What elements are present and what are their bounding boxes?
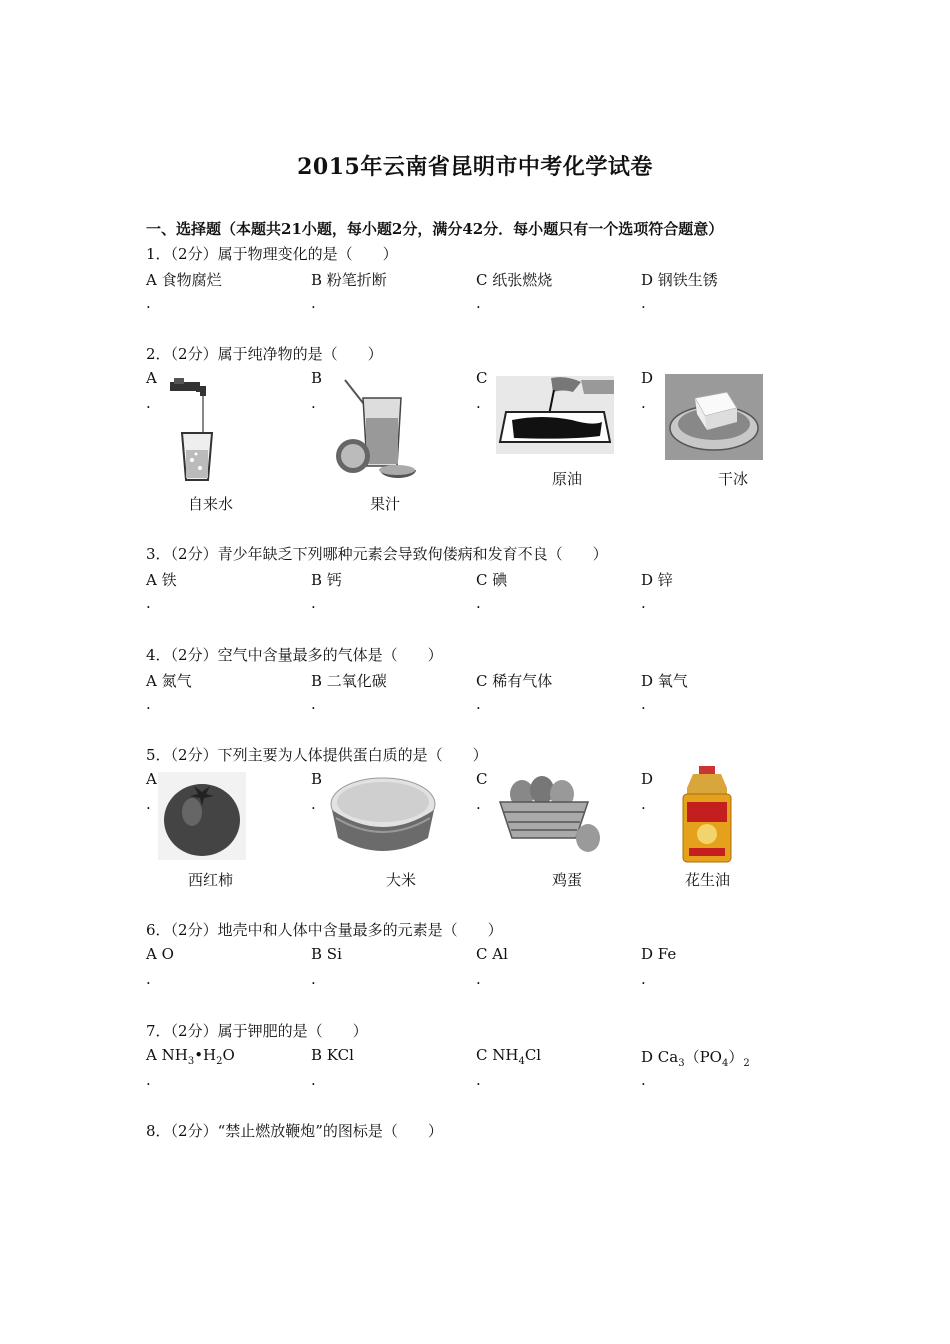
q7-option-b: B KCl bbox=[311, 1046, 354, 1064]
q6-dot-a: . bbox=[146, 970, 151, 988]
q4-dot-a: . bbox=[146, 695, 151, 713]
q5-caption-b: 大米 bbox=[386, 871, 417, 889]
q3-dot-a: . bbox=[146, 594, 151, 612]
q4-dot-b: . bbox=[311, 695, 316, 713]
tap-water-image bbox=[160, 378, 220, 483]
q2-dot-c: . bbox=[476, 394, 481, 412]
q6-dot-b: . bbox=[311, 970, 316, 988]
q2-caption-c: 原油 bbox=[552, 470, 583, 488]
q1-dot-b: . bbox=[311, 294, 316, 312]
q2-caption-b: 果汁 bbox=[370, 495, 401, 513]
q5-option-b: B bbox=[311, 770, 323, 788]
q3-option-b: B 钙 bbox=[311, 571, 342, 589]
q5-caption-a: 西红柿 bbox=[188, 871, 234, 889]
question-8-stem: 8．（2分）“禁止燃放鞭炮”的图标是（ ） bbox=[146, 1122, 443, 1140]
q4-option-d: D 氧气 bbox=[641, 672, 688, 690]
q2-caption-d: 干冰 bbox=[718, 470, 749, 488]
question-5-stem: 5．（2分）下列主要为人体提供蛋白质的是（ ） bbox=[146, 746, 488, 764]
q2-caption-a: 自来水 bbox=[188, 495, 234, 513]
page-title: 2015年云南省昆明市中考化学试卷 bbox=[297, 154, 653, 180]
q5-option-a: A bbox=[146, 770, 157, 788]
section-heading: 一、选择题（本题共21小题，每小题2分，满分42分．每小题只有一个选项符合题意） bbox=[146, 220, 724, 238]
q5-option-d: D bbox=[641, 770, 654, 788]
q3-dot-b: . bbox=[311, 594, 316, 612]
q2-dot-a: . bbox=[146, 394, 151, 412]
q7-option-a: A $NH_3•H_2O$ bbox=[146, 1046, 235, 1067]
rice-bowl-image bbox=[328, 774, 438, 858]
q6-dot-c: . bbox=[476, 970, 481, 988]
dry-ice-image bbox=[665, 374, 763, 460]
q2-option-c: C bbox=[476, 369, 488, 387]
question-2-stem: 2．（2分）属于纯净物的是（ ） bbox=[146, 345, 383, 363]
question-3-stem: 3．（2分）青少年缺乏下列哪种元素会导致佝偻病和发育不良（ ） bbox=[146, 545, 608, 563]
question-4-stem: 4．（2分）空气中含量最多的气体是（ ） bbox=[146, 646, 443, 664]
q6-option-a: A O bbox=[146, 945, 174, 963]
q6-dot-d: . bbox=[641, 970, 646, 988]
q1-dot-a: . bbox=[146, 294, 151, 312]
question-1-stem: 1．（2分）属于物理变化的是（ ） bbox=[146, 245, 398, 263]
q1-option-d: D 钢铁生锈 bbox=[641, 271, 718, 289]
q3-option-d: D 锌 bbox=[641, 571, 673, 589]
q2-option-b: B bbox=[311, 369, 323, 387]
question-6-stem: 6．（2分）地壳中和人体中含量最多的元素是（ ） bbox=[146, 921, 503, 939]
q2-dot-d: . bbox=[641, 394, 646, 412]
q6-option-c: C Al bbox=[476, 945, 508, 963]
juice-image bbox=[325, 378, 420, 480]
q5-option-c: C bbox=[476, 770, 488, 788]
q1-option-b: B 粉笔折断 bbox=[311, 271, 387, 289]
crude-oil-image bbox=[496, 376, 614, 454]
q7-dot-c: . bbox=[476, 1071, 481, 1089]
q3-option-a: A 铁 bbox=[146, 571, 177, 589]
q5-dot-a: . bbox=[146, 795, 151, 813]
q1-option-a: A 食物腐烂 bbox=[146, 271, 222, 289]
q2-option-d: D bbox=[641, 369, 654, 387]
q5-caption-c: 鸡蛋 bbox=[552, 871, 583, 889]
q1-dot-d: . bbox=[641, 294, 646, 312]
q4-dot-d: . bbox=[641, 695, 646, 713]
q3-dot-d: . bbox=[641, 594, 646, 612]
q5-dot-d: . bbox=[641, 795, 646, 813]
q7-option-c: C $NH_4Cl$ bbox=[476, 1046, 542, 1067]
q5-dot-b: . bbox=[311, 795, 316, 813]
q7-option-d: D $Ca_3(PO_4)_2$ bbox=[641, 1048, 750, 1069]
q4-dot-c: . bbox=[476, 695, 481, 713]
q7-dot-d: . bbox=[641, 1071, 646, 1089]
q5-dot-c: . bbox=[476, 795, 481, 813]
q5-caption-d: 花生油 bbox=[685, 871, 731, 889]
q4-option-a: A 氮气 bbox=[146, 672, 192, 690]
q3-option-c: C 碘 bbox=[476, 571, 508, 589]
q6-option-b: B Si bbox=[311, 945, 342, 963]
peanut-oil-bottle-image bbox=[681, 766, 733, 864]
eggs-basket-image bbox=[492, 772, 616, 858]
q6-option-d: D Fe bbox=[641, 945, 677, 963]
q4-option-b: B 二氧化碳 bbox=[311, 672, 387, 690]
question-7-stem: 7．（2分）属于钾肥的是（ ） bbox=[146, 1022, 368, 1040]
q7-dot-b: . bbox=[311, 1071, 316, 1089]
q3-dot-c: . bbox=[476, 594, 481, 612]
q2-option-a: A bbox=[146, 369, 157, 387]
tomato-image bbox=[158, 772, 246, 860]
q1-dot-c: . bbox=[476, 294, 481, 312]
q1-option-c: C 纸张燃烧 bbox=[476, 271, 553, 289]
q2-dot-b: . bbox=[311, 394, 316, 412]
q4-option-c: C 稀有气体 bbox=[476, 672, 553, 690]
q7-dot-a: . bbox=[146, 1071, 151, 1089]
